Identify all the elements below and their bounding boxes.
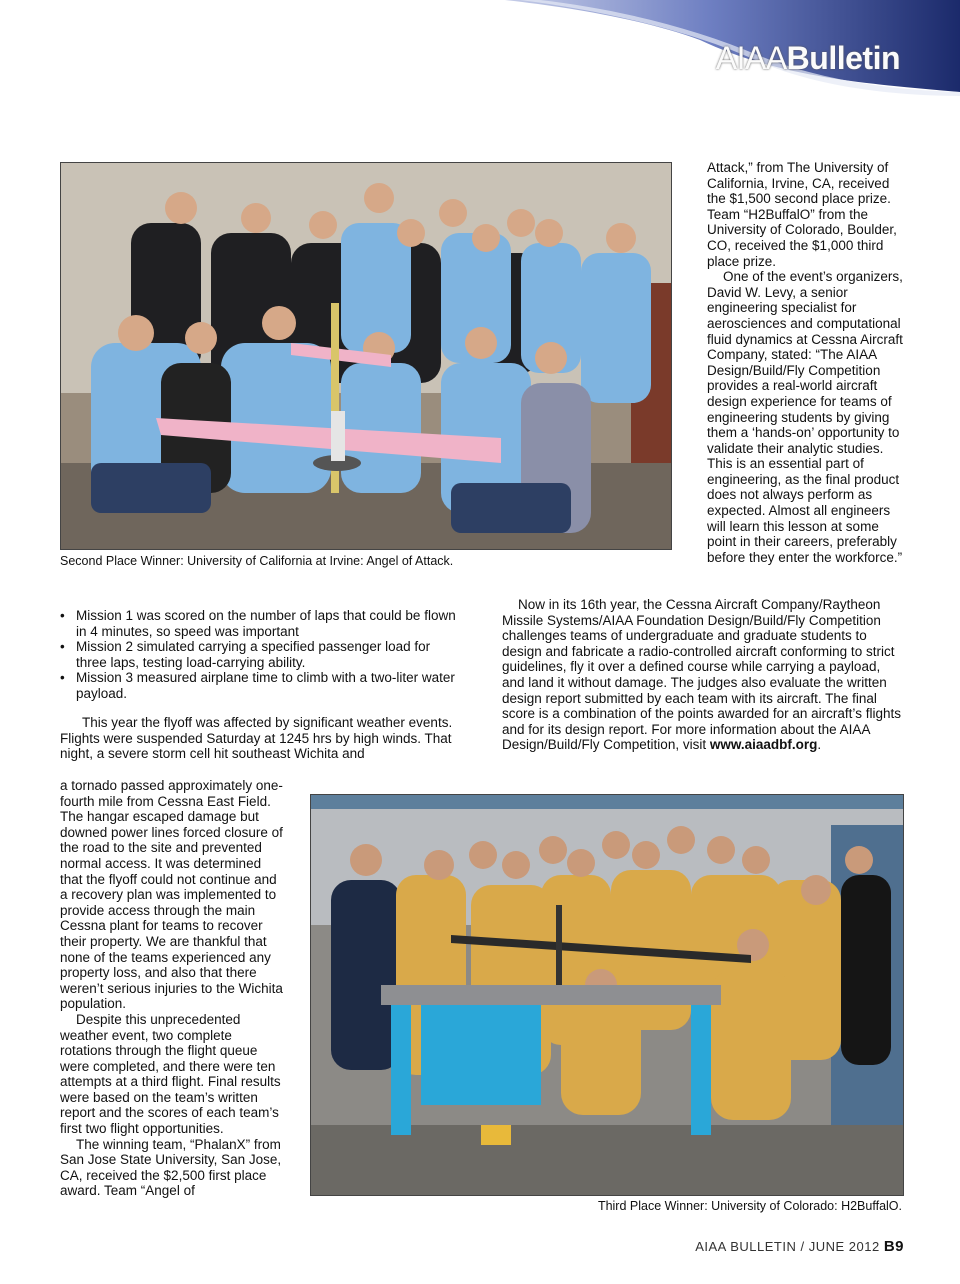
dbf-website-link[interactable]: www.aiaadbf.org [709,737,818,753]
left-paragraph-2: Despite this unprecedented weather event, two complete rotations through the flight queue were completed, and there were ten attempts at a third flight. Final results were based on the team’s written report and the scores of each team’s first two flight opportunities. [60,1011,281,1137]
left-paragraph-1b: a tornado passed approximately one-fourth mile from Cessna East Field. The hangar escaped damage but downed power lines forced closure of the road to the site and prevented normal access. It was determined that the flyoff could not continue and a recovery plan was implemented to provide access through the main Cessna plant for teams to recover their property. We are thankful that none of the teams experienced any property loss, and also that there weren’t serious injuries to the Wichita population. [60,778,283,1012]
photo-colorado-team [310,794,904,1196]
masthead-aiaa: AIAA [715,40,787,76]
photo-uc-irvine-team [60,162,672,550]
page-footer [695,1238,904,1255]
masthead-bulletin: Bulletin [786,40,900,76]
page-number: B9 [883,1238,904,1255]
right-paragraph-3-text: Now in its 16th year, the Cessna Aircraft Company/Raytheon Missile Systems/AIAA Foundation Design/Build/Fly Competition challenges teams of undergraduate and graduate students to design and fabricate a radio-controlled aircraft conforming to strict guidelines, fly it over a defined course while carrying a payload, and land it without damage. The judges also evaluate the written design report submitted by each team with its aircraft. The final score is a combination of the points awarded for an aircraft’s flights and for its design report. For more information about the AIAA Design/Build/Fly Competition, visit [502,597,901,753]
right-column-wide [502,597,902,753]
photo1-caption: Second Place Winner: University of California at Irvine: Angel of Attack. [60,554,454,568]
bullet-item: • Mission 3 measured airplane time to climb with a two-liter water payload. [60,670,458,701]
left-paragraph-1a: This year the flyoff was affected by significant weather events. Flights were suspended Saturday at 1245 hrs by high winds. That night, a severe storm cell hit southeast Wichita and [60,715,453,762]
bullet-item: • Mission 2 simulated carrying a specified passenger load for three laps, testing load-carrying ability. [60,639,458,670]
right-paragraph-3 [502,597,902,753]
right-paragraph-1: Attack,” from The University of California, Irvine, CA, received the $1,500 second place prize. Team “H2BuffalO” from the University of Colorado, Boulder, CO, received the $1,000 third place prize. [707,160,897,269]
photo2-caption: Third Place Winner: University of Colorado: H2BuffalO. [597,1199,902,1213]
left-column-wide [60,715,460,762]
right-paragraph-2: One of the event’s organizers, David W. Levy, a senior engineering specialist for aerosciences and computational fluid dynamics at Cessna Aircraft Company, stated: “The AIAA Design/Build/Fly Competition provides a real-world aircraft design experience for teams of engineering students by giving them a ‘hands-on’ opportunity to validate their analytic studies. This is an essential part of engineering, as the final product does not always perform as expected. Almost all engineers will learn this lesson at some point in their careers, preferably before they enter the workforce.” [707,269,903,565]
right-paragraph-3-end: . [817,737,822,753]
mission-bullet-list [60,608,458,702]
masthead-logo [716,40,900,76]
right-column-top [707,160,903,565]
bullet-item: • Mission 1 was scored on the number of laps that could be flown in 4 minutes, so speed was important [60,608,458,639]
left-column-narrow [60,778,284,1199]
left-paragraph-3: The winning team, “PhalanX” from San Jose State University, San Jose, CA, received the $2,500 first place award. Team “Angel of [60,1136,282,1199]
footer-label: AIAA BULLETIN / JUNE 2012 [695,1239,880,1254]
